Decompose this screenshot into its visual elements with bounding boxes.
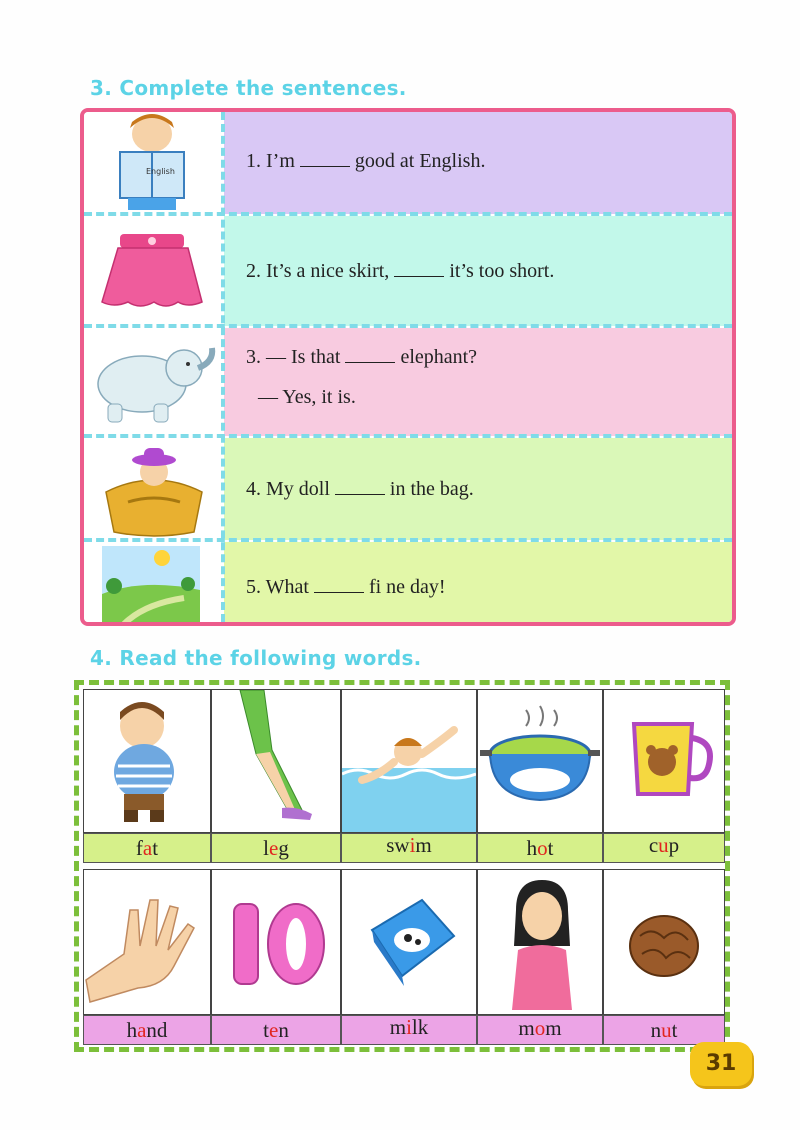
bear-cup-icon xyxy=(603,689,725,833)
word-label-milk: milk xyxy=(341,1015,477,1045)
sentence-row-2 xyxy=(84,216,732,326)
mom-icon xyxy=(477,869,603,1015)
word-label-hot: hot xyxy=(477,833,603,863)
exercise-3-heading: 3. Complete the sentences. xyxy=(90,76,407,100)
elephant-icon xyxy=(84,328,224,436)
exercise-3-table xyxy=(80,108,736,626)
pink-skirt-icon xyxy=(84,216,224,326)
exercise-4-word-grid xyxy=(74,680,730,1052)
sentence-row-3 xyxy=(84,328,732,436)
answer-blank[interactable] xyxy=(300,152,350,167)
answer-blank[interactable] xyxy=(394,262,444,277)
milk-carton-icon xyxy=(341,869,477,1015)
hand-icon xyxy=(83,869,211,1015)
sentence-cell-2 xyxy=(224,216,732,326)
word-label-hand: hand xyxy=(83,1015,211,1045)
sentence-cell-3 xyxy=(224,328,732,436)
walnut-icon xyxy=(603,869,725,1015)
answer-blank[interactable] xyxy=(335,480,385,495)
answer-blank[interactable] xyxy=(314,578,364,593)
sentence-cell-1 xyxy=(224,112,732,214)
swimming-boy-icon xyxy=(341,689,477,833)
sentence-row-5 xyxy=(84,542,732,626)
sentence-row-4 xyxy=(84,438,732,540)
word-label-mom: mom xyxy=(477,1015,603,1045)
word-label-cup: cup xyxy=(603,833,725,863)
sentence-5: 5. What fi ne day! xyxy=(246,576,446,598)
sentence-1: 1. I’m good at English. xyxy=(246,150,486,172)
page-number: 31 xyxy=(690,1042,752,1086)
word-label-leg: leg xyxy=(211,833,341,863)
sentence-2: 2. It’s a nice skirt, it’s too short. xyxy=(246,260,555,282)
exercise-4-heading: 4. Read the following words. xyxy=(90,646,422,670)
chubby-boy-icon xyxy=(83,689,211,833)
sunny-field-icon xyxy=(84,542,224,626)
word-label-swim: swim xyxy=(341,833,477,863)
sentence-3-answer: — Yes, it is. xyxy=(258,386,356,408)
answer-blank[interactable] xyxy=(345,348,395,363)
number-ten-icon xyxy=(211,869,341,1015)
boy-reading-book-icon xyxy=(84,112,224,214)
sentence-row-1 xyxy=(84,112,732,214)
sentence-3: 3. — Is that elephant? xyxy=(246,346,478,368)
sentence-4: 4. My doll in the bag. xyxy=(246,478,474,500)
word-label-ten: ten xyxy=(211,1015,341,1045)
leg-icon xyxy=(211,689,341,833)
svg-text:English: English xyxy=(146,167,175,176)
word-label-nut: nut xyxy=(603,1015,725,1045)
doll-in-bag-icon xyxy=(84,438,224,540)
word-label-fat: fat xyxy=(83,833,211,863)
hot-soup-pot-icon xyxy=(477,689,603,833)
sentence-cell-5 xyxy=(224,542,732,626)
sentence-cell-4 xyxy=(224,438,732,540)
